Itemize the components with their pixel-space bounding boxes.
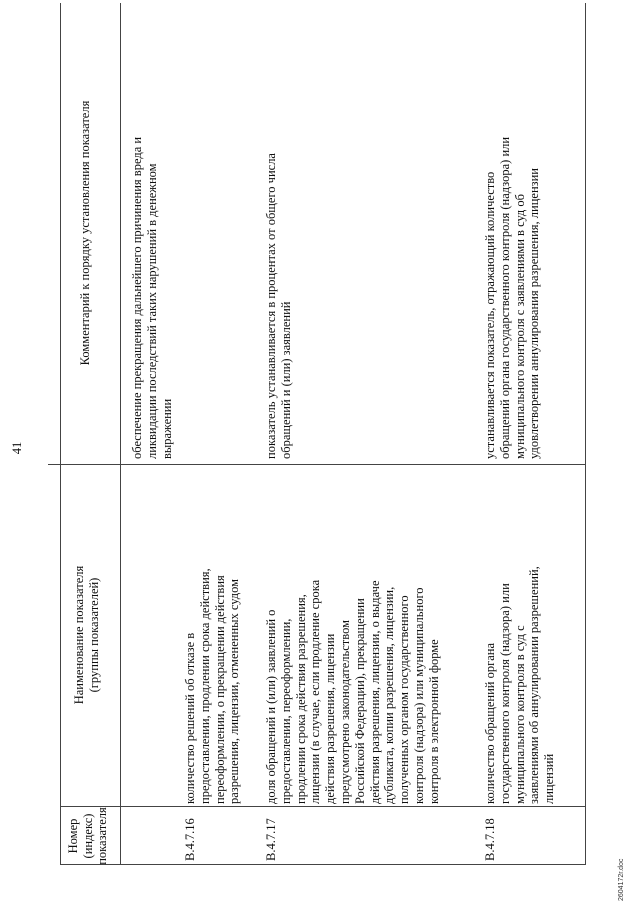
column-divider-2 <box>60 464 586 465</box>
row-continued-comment: обеспечение прекращения дальнейшего причинения вреда и ликвидации последствий таких нарушений в денежном выражении <box>130 136 174 459</box>
table-top-border <box>60 3 61 865</box>
header-col-comment: Комментарий к порядку установления показателя <box>78 100 92 366</box>
row-comment-b4717: показатель устанавливается в процентах от общего числа обращений и (или) заявлений <box>264 153 293 459</box>
document-file-code: 2604172r.doc <box>618 858 625 901</box>
header-divider <box>48 464 62 465</box>
row-code-b4717: В.4.7.17 <box>264 818 278 861</box>
row-comment-b4718: устанавливается показатель, отражающий количество обращений органа государственного контроля (надзора) или муниципального контроля с заявлениями в суд об удовлетворении аннулирования разрешения, лицензии <box>483 136 542 459</box>
header-bottom-border <box>120 3 121 865</box>
row-name-b4717: доля обращений и (или) заявлений о предоставлении, переоформлении, продлении срока действия разрешения, лицензии (в случае, если продление срока действия разрешения, лицензии предусмотрено законодательством Российской Федерации), прекращении действия разрешения, лицензии, о выдаче дубликата, копии разрешения, лицензии, полученных органом государственного контроля (надзора) или муниципального контроля в электронной форме <box>264 579 441 804</box>
row-name-b4716: количество решений об отказе в предоставлении, продлении срока действия, переоформлении, о прекращении действия разрешения, лицензии, отмененных судом <box>183 568 242 804</box>
row-name-b4718: количество обращений органа государственного контроля (надзора) или муниципального контроля в суд с заявлениями об аннулировании разрешений, лицензий <box>483 566 557 804</box>
row-code-b4716: В.4.7.16 <box>183 818 197 861</box>
table-left-border <box>60 864 586 865</box>
header-col-index: Номер (индекс) показателя <box>66 807 109 865</box>
table-bottom-border <box>585 3 586 865</box>
row-code-b4718: В.4.7.18 <box>483 818 497 861</box>
column-divider-1 <box>60 806 586 807</box>
header-col-name: Наименование показателя (группы показателей) <box>72 565 101 705</box>
page-number: 41 <box>10 441 24 455</box>
